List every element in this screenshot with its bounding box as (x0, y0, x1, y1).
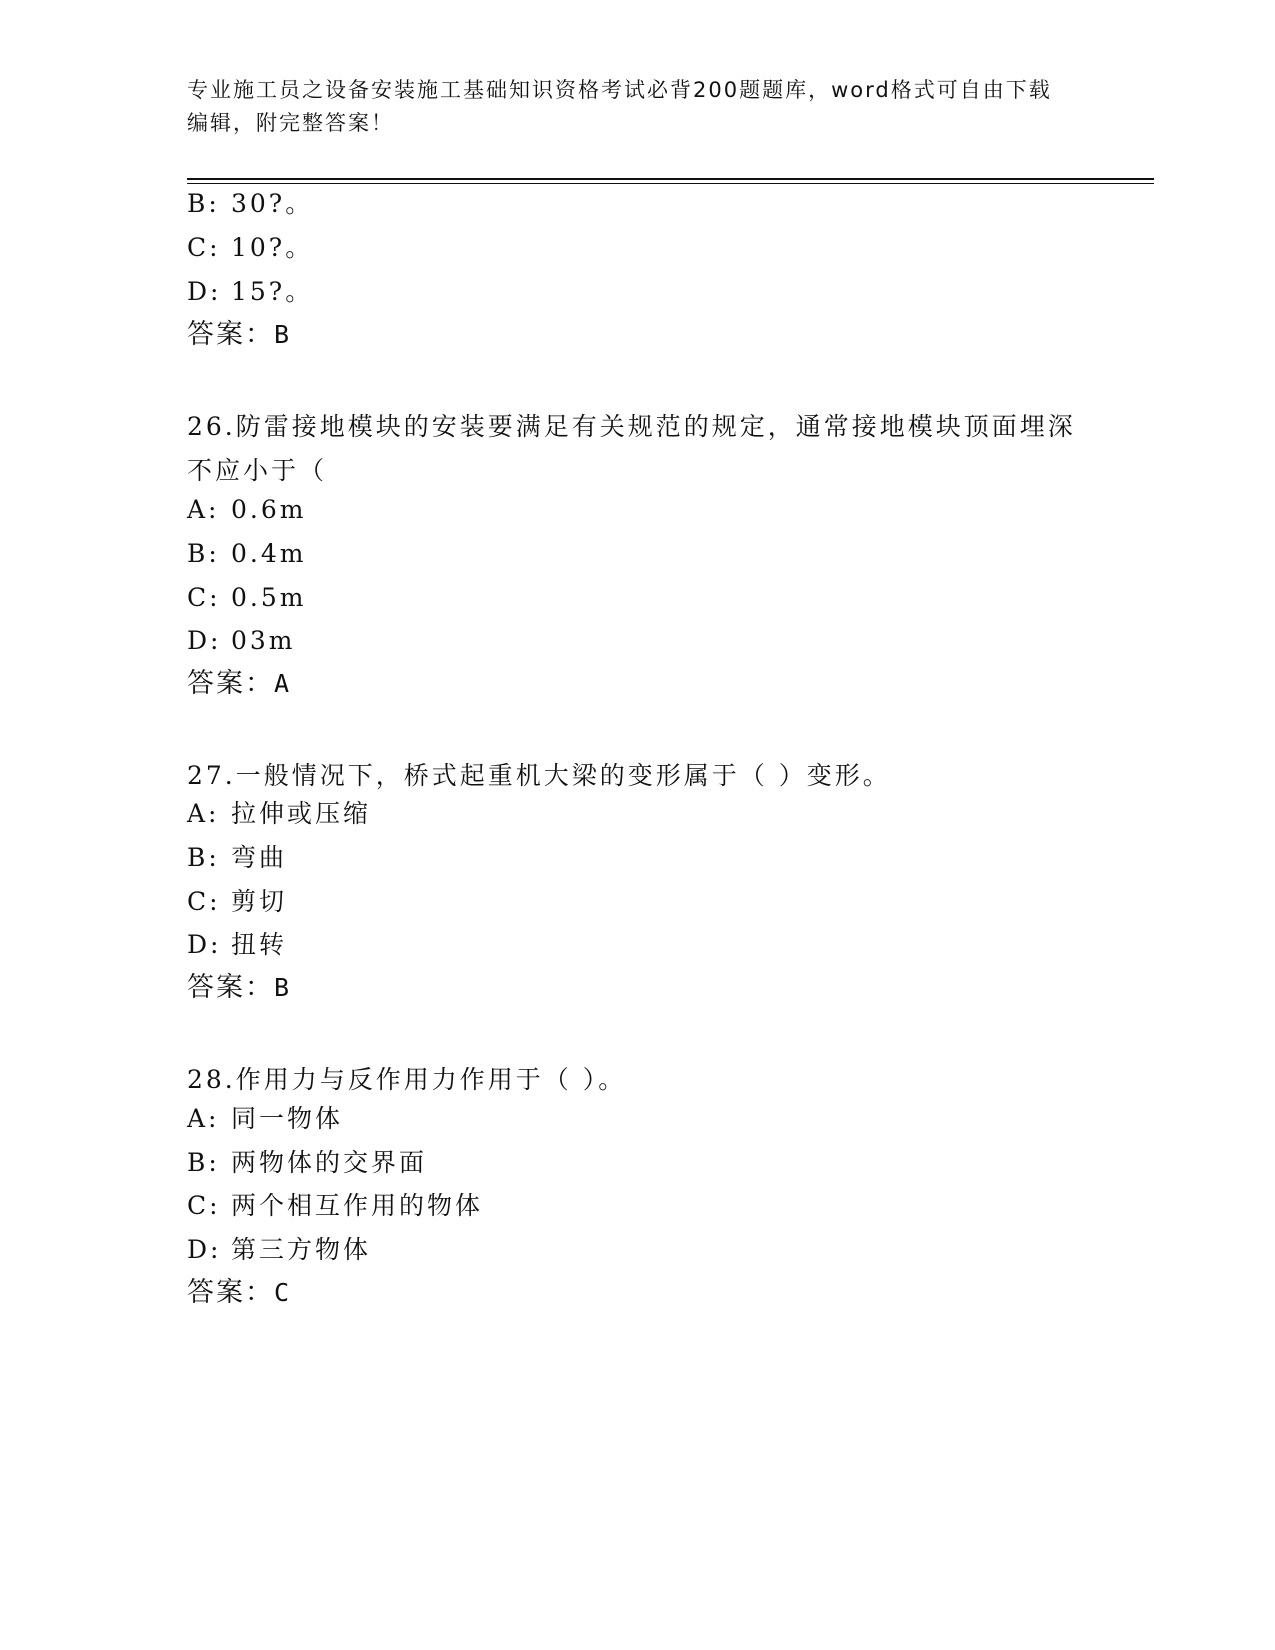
option-label: D: (187, 930, 222, 959)
answer-value: B (274, 320, 290, 349)
option-text: 弯曲 (231, 843, 288, 872)
header-divider-thick (187, 178, 1154, 180)
option-text: 两物体的交界面 (231, 1148, 428, 1177)
option-label: A: (187, 1104, 220, 1133)
option-label: C: (187, 1191, 221, 1220)
option-label: D: (187, 277, 222, 306)
option-label: D: (187, 1235, 222, 1264)
option-text: 0.5m (231, 583, 307, 612)
option-text: 15?。 (231, 277, 314, 306)
header-divider-thin (187, 183, 1154, 184)
answer-label: 答案： (187, 972, 274, 1003)
option-text: 03m (231, 626, 296, 655)
option-b (187, 1146, 427, 1180)
option-b (187, 841, 287, 875)
answer-label: 答案： (187, 1277, 274, 1308)
answer-line (187, 1276, 289, 1310)
question-stem: 28.作用力与反作用力作用于（ ）。 (187, 1065, 627, 1094)
answer-label: 答案： (187, 319, 274, 350)
option-label: A: (187, 495, 220, 524)
option-label: C: (187, 233, 221, 262)
option-d (187, 624, 296, 658)
option-text: 剪切 (231, 887, 288, 916)
option-c (187, 885, 287, 919)
option-text: 0.4m (231, 539, 307, 568)
option-b (187, 187, 313, 221)
option-label: B: (187, 843, 220, 872)
option-label: B: (187, 189, 220, 218)
option-c (187, 231, 313, 265)
option-text: 10?。 (231, 233, 314, 262)
option-a (187, 493, 306, 527)
question-stem: 27.一般情况下，桥式起重机大梁的变形属于（ ）变形。 (187, 761, 891, 790)
option-label: C: (187, 887, 221, 916)
option-label: C: (187, 583, 221, 612)
option-label: A: (187, 799, 220, 828)
option-text: 第三方物体 (231, 1235, 372, 1264)
option-label: D: (187, 626, 222, 655)
option-c (187, 581, 306, 615)
option-a (187, 797, 371, 831)
option-text: 30?。 (231, 189, 314, 218)
answer-value: A (274, 669, 290, 698)
option-d (187, 275, 313, 309)
option-label: B: (187, 539, 220, 568)
option-b (187, 537, 306, 571)
option-text: 扭转 (231, 930, 288, 959)
option-d (187, 1233, 371, 1267)
option-text: 两个相互作用的物体 (231, 1191, 484, 1220)
answer-label: 答案： (187, 668, 274, 699)
answer-value: B (274, 973, 290, 1002)
option-label: B: (187, 1148, 220, 1177)
answer-line (187, 318, 289, 352)
option-text: 0.6m (231, 495, 307, 524)
option-text: 同一物体 (231, 1104, 344, 1133)
answer-line (187, 971, 289, 1005)
option-c (187, 1189, 483, 1223)
option-a (187, 1102, 343, 1136)
option-text: 拉伸或压缩 (231, 799, 372, 828)
answer-line (187, 667, 289, 701)
option-d (187, 928, 287, 962)
answer-value: C (274, 1278, 290, 1307)
question-stem: 26.防雷接地模块的安装要满足有关规范的规定，通常接地模块顶面埋深不应小于（ (187, 412, 1076, 485)
document-header: 专业施工员之设备安装施工基础知识资格考试必背200题题库，word格式可自由下载编辑，附完整答案！ (187, 78, 1052, 135)
